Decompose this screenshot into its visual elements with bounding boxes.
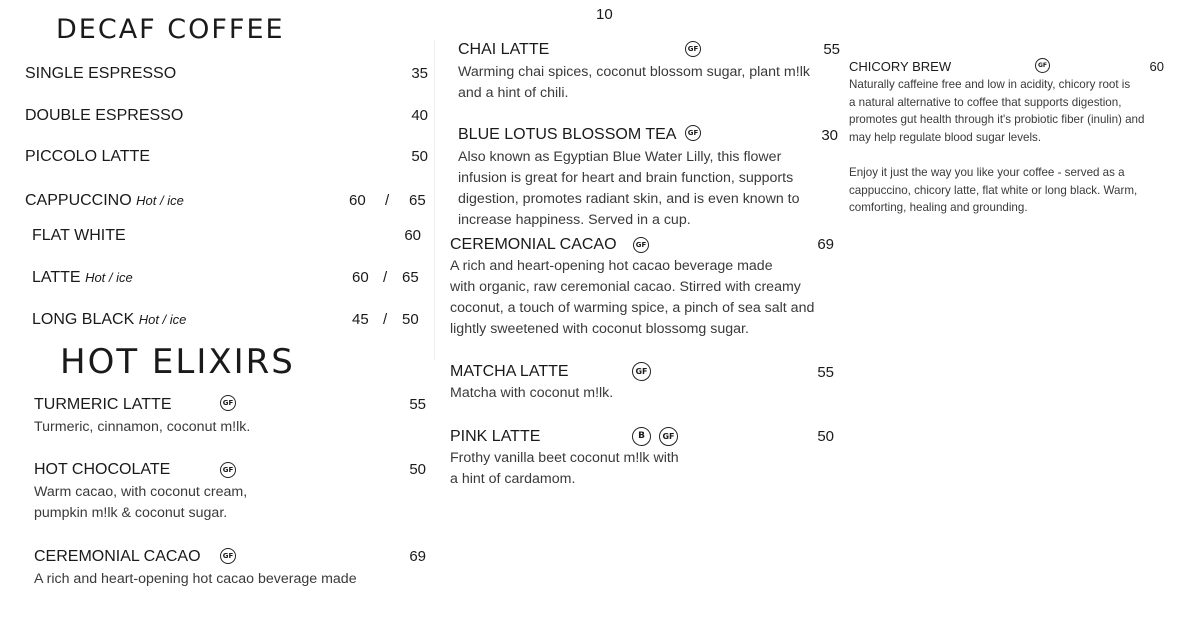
menu-item-description (450, 256, 814, 340)
menu-item-name: DOUBLE ESPRESSO (25, 107, 184, 124)
description-line: a natural alternative to coffee that supports digestion, (849, 95, 1122, 109)
menu-item-label: LATTE (32, 269, 81, 286)
description-line: infusion is great for heart and brain function, supports (458, 170, 794, 186)
menu-item-description-extra (849, 164, 1137, 217)
menu-item-name: PINK LATTE (450, 428, 541, 445)
menu-item-description (450, 383, 613, 404)
price-separator: / (383, 269, 388, 286)
description-line: promotes gut health through it's probiotic fiber (inulin) and (849, 113, 1145, 126)
menu-item-price: 35 (411, 65, 428, 82)
gluten-free-badge-icon: GF (633, 237, 649, 253)
menu-item-name (25, 192, 184, 210)
menu-item-price: 30 (821, 127, 838, 144)
description-line: and a hint of chili. (458, 85, 569, 101)
price-hot: 45 (352, 311, 369, 328)
gluten-free-badge-icon: GF (220, 548, 236, 564)
price-ice: 65 (409, 192, 426, 209)
menu-item-name: TURMERIC LATTE (34, 396, 172, 413)
description-line: digestion, promotes radiant skin, and is even known to (458, 191, 800, 207)
description-line: A rich and heart-opening hot cacao beverage made (34, 571, 357, 587)
description-line: Frothy vanilla beet coconut m!lk with (450, 450, 679, 466)
menu-item-description (458, 147, 799, 231)
description-line: Warm cacao, with coconut cream, (34, 484, 248, 500)
description-line: coconut, a touch of warming spice, a pinch of sea salt and (450, 300, 815, 316)
description-line: increase happiness. Served in a cup. (458, 212, 691, 228)
price-ice: 65 (402, 269, 419, 286)
price-ice: 50 (402, 311, 419, 328)
menu-item-price: 69 (817, 236, 834, 253)
menu-item-description (34, 417, 250, 438)
price-separator: / (383, 311, 388, 328)
description-line: Warming chai spices, coconut blossom sugar, plant m!lk (458, 64, 810, 80)
menu-item-description (849, 76, 1144, 146)
menu-item-label: CAPPUCCINO (25, 192, 132, 209)
description-line: Naturally caffeine free and low in acidity, chicory root is (849, 78, 1131, 91)
menu-item-description (34, 482, 247, 524)
menu-item-name: MATCHA LATTE (450, 363, 569, 380)
description-line: Enjoy it just the way you like your coffee - served as a (849, 166, 1125, 179)
serving-note: Hot / ice (138, 312, 187, 327)
description-line: with organic, raw ceremonial cacao. Stirred with creamy (450, 279, 801, 295)
serving-note: Hot / ice (85, 270, 133, 285)
gluten-free-badge-icon: GF (220, 395, 236, 411)
menu-item-name: PICCOLO LATTE (25, 148, 151, 165)
description-line: Also known as Egyptian Blue Water Lilly, this flower (458, 149, 782, 165)
menu-item-name: CEREMONIAL CACAO (450, 236, 617, 253)
menu-item-description (34, 569, 357, 590)
menu-item-price: 40 (411, 107, 428, 124)
menu-item-price: 55 (409, 396, 426, 413)
gluten-free-badge-icon: GF (685, 41, 701, 57)
menu-item-price: 55 (817, 364, 834, 381)
price-hot: 60 (352, 269, 369, 286)
menu-item-price: 55 (823, 41, 840, 58)
menu-item-price: 60 (1149, 59, 1164, 74)
menu-item-price: 50 (817, 428, 834, 445)
decaf-coffee-heading: DECAF COFFEE (56, 14, 285, 45)
description-line: pumpkin m!lk & coconut sugar. (34, 505, 228, 521)
menu-item-description (450, 448, 679, 490)
column-divider (434, 40, 435, 360)
menu-item-name (32, 269, 133, 287)
description-line: Turmeric, cinnamon, coconut m!lk. (34, 419, 251, 435)
menu-item-price: 50 (411, 148, 428, 165)
menu-item-price: 69 (409, 548, 426, 565)
description-line: comforting, healing and grounding. (849, 201, 1028, 214)
menu-item-name: HOT CHOCOLATE (34, 461, 171, 478)
gluten-free-badge-icon: GF (659, 427, 678, 446)
menu-item-label: LONG BLACK (32, 311, 135, 328)
description-line: Matcha with coconut m!lk. (450, 385, 614, 401)
b-badge-icon: B (632, 427, 651, 446)
gluten-free-badge-icon: GF (632, 362, 651, 381)
menu-item-name: FLAT WHITE (32, 227, 126, 244)
menu-item-name: SINGLE ESPRESSO (25, 65, 177, 82)
description-line: lightly sweetened with coconut blossomg sugar. (450, 321, 749, 337)
menu-item-price: 50 (409, 461, 426, 478)
menu-item-name: CHAI LATTE (458, 41, 550, 58)
description-line: A rich and heart-opening hot cacao beverage made (450, 258, 773, 274)
description-line: may help regulate blood sugar levels. (849, 130, 1042, 144)
menu-item-name: CHICORY BREW (849, 59, 952, 74)
menu-item-name: BLUE LOTUS BLOSSOM TEA (458, 126, 677, 143)
price-hot: 60 (349, 192, 366, 209)
page-number: 10 (596, 6, 613, 23)
menu-item-price: 60 (404, 227, 421, 244)
menu-item-description (458, 62, 810, 104)
price-separator: / (385, 192, 390, 209)
menu-item-name: CEREMONIAL CACAO (34, 548, 201, 565)
gluten-free-badge-icon: GF (1035, 58, 1050, 73)
menu-item-name (32, 311, 186, 329)
description-line: a hint of cardamom. (450, 471, 576, 487)
gluten-free-badge-icon: GF (685, 125, 701, 141)
hot-elixirs-heading: HOT ELIXIRS (60, 342, 295, 382)
description-line: cappuccino, chicory latte, flat white or long black. Warm, (849, 183, 1138, 197)
serving-note: Hot / ice (136, 193, 184, 208)
gluten-free-badge-icon: GF (220, 462, 236, 478)
